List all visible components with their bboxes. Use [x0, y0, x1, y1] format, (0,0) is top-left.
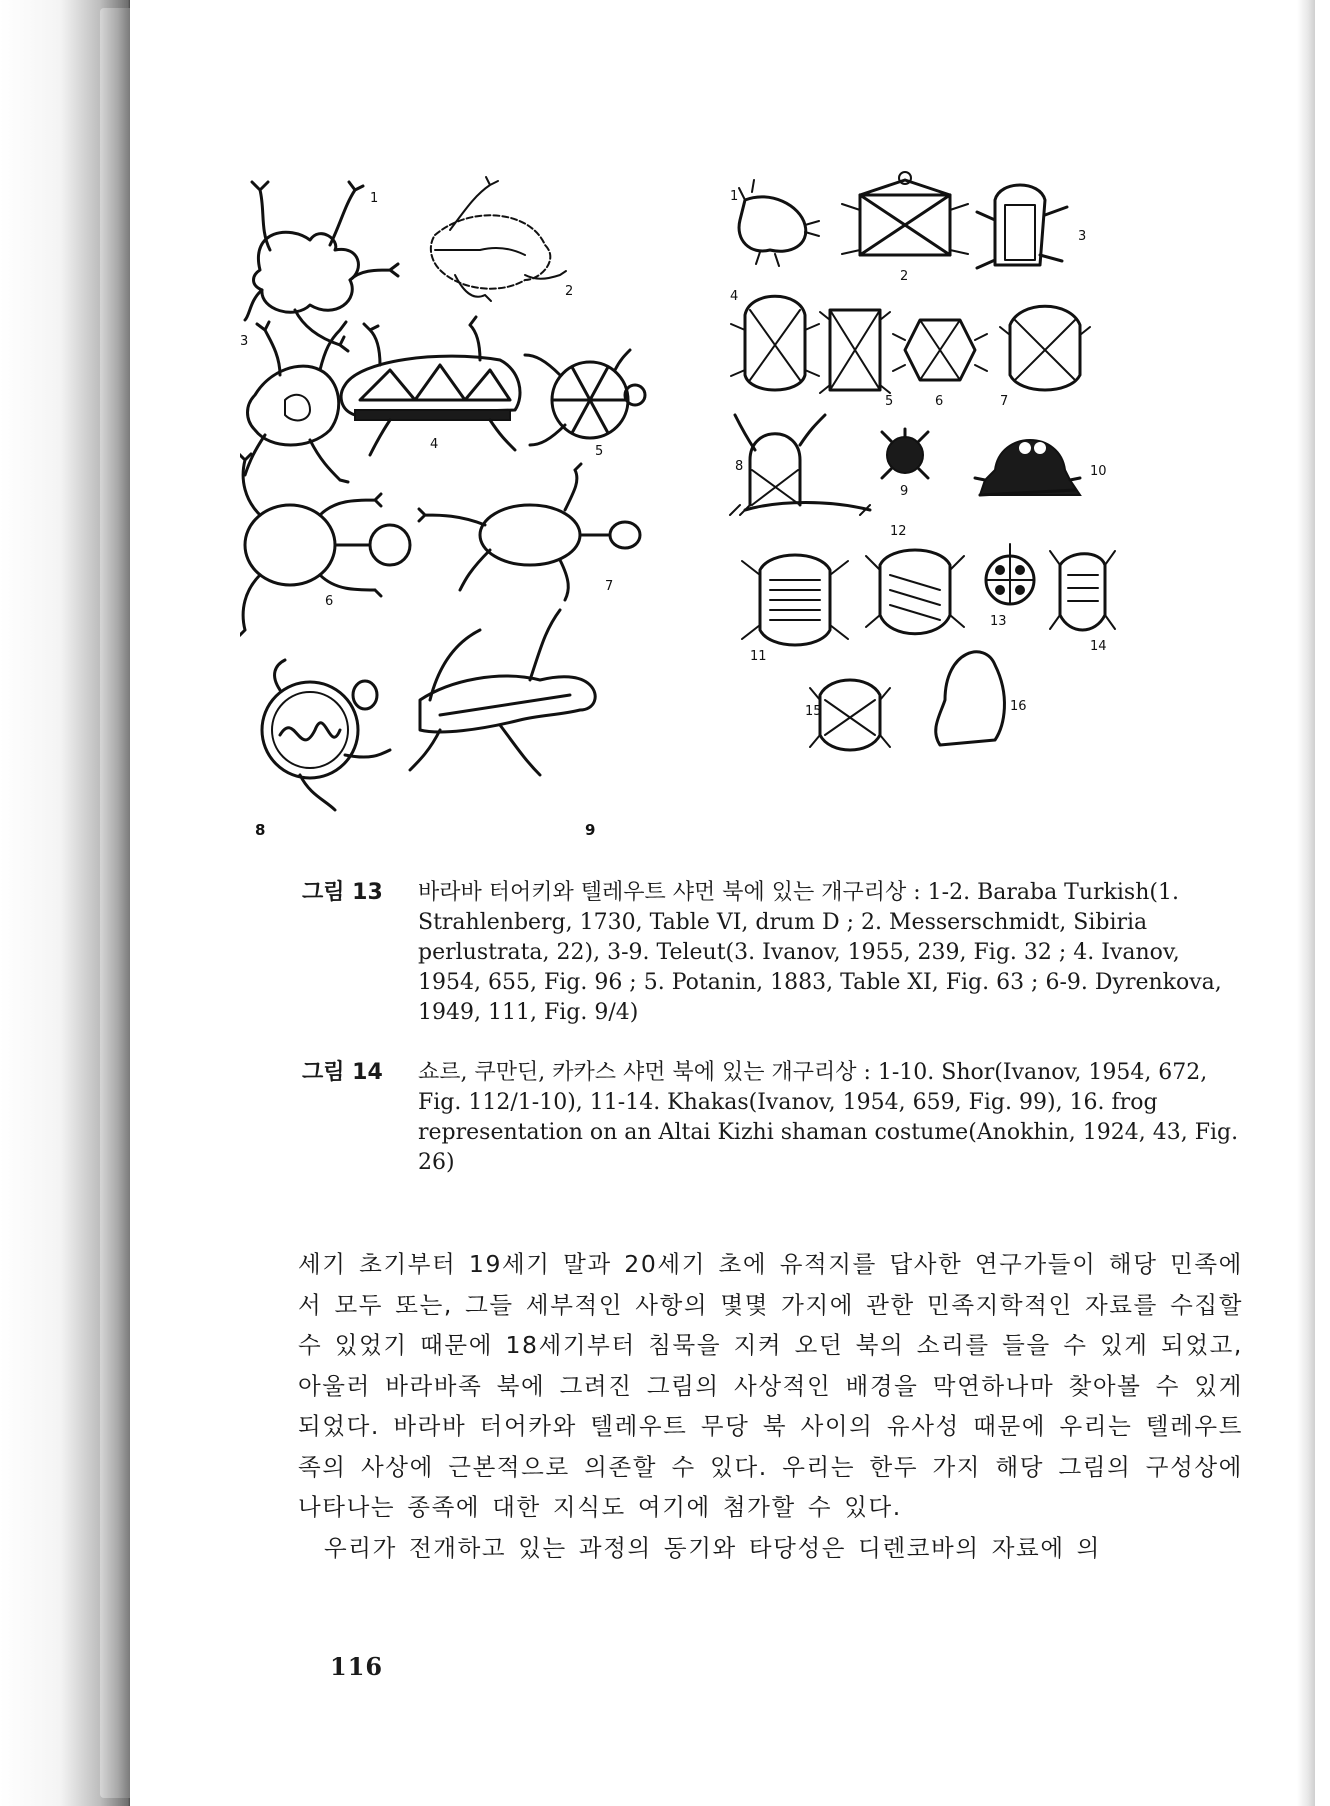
- fig14-num-7: 7: [1000, 394, 1009, 409]
- fig13-num-5: 5: [595, 444, 604, 459]
- fig14-frog-2: [842, 172, 968, 255]
- fig13-num-7: 7: [605, 579, 614, 594]
- fig13-frog-3: [245, 322, 348, 482]
- page-stack-edge: [100, 8, 130, 1798]
- fig14-num-1: 1: [730, 189, 739, 204]
- page-edge-shadow: [1297, 0, 1315, 1806]
- fig14-frog-1: [739, 180, 819, 266]
- fig14-frog-4: [731, 296, 819, 390]
- frog-figure-plate: [240, 170, 1280, 860]
- fig13-frog-5: [525, 350, 645, 445]
- fig14-frog-3: [977, 185, 1067, 268]
- page-number: 116: [330, 1652, 384, 1681]
- fig13-num-2: 2: [565, 284, 574, 299]
- fig14-num-12: 12: [890, 524, 907, 539]
- fig14-frog-12: [866, 550, 964, 634]
- fig13-frog-8: [262, 660, 390, 810]
- figure-13-label: 그림 13: [302, 880, 383, 905]
- fig14-frog-11: [742, 555, 848, 645]
- fig14-num-4: 4: [730, 289, 739, 304]
- fig13-num-8: 8: [255, 821, 266, 839]
- figure-13-caption: [302, 878, 1242, 1028]
- fig14-frog-9: [882, 429, 928, 478]
- figure-13-caption-text: 바라바 터어키와 텔레우트 샤먼 북에 있는 개구리상 : 1-2. Baraba Turkish(1. Strahlenberg, 1730, Table VI, drum D ; 2. Messerschmidt, Sibiria perlustrata, 22), 3-9. Teleut(3. Ivanov, 1955, 239, Fig. 32 ; 4. Ivanov, 1954, 655, Fig. 96 ; 5. Potanin, 1883, Table XI, Fig. 63 ; 6-9. Dyrenkova, 1949, 111, Fig. 9/4): [418, 880, 1222, 1025]
- fig13-frog-9: [410, 610, 595, 775]
- fig14-num-10: 10: [1090, 464, 1107, 479]
- fig14-num-15: 15: [805, 704, 822, 719]
- fig13-frog-4: [341, 317, 520, 455]
- fig14-num-2: 2: [900, 269, 909, 284]
- fig14-frog-15: [810, 680, 890, 750]
- fig14-frog-6: [893, 320, 987, 380]
- fig14-num-6: 6: [935, 394, 944, 409]
- fig14-frog-7: [1000, 306, 1090, 390]
- fig14-frog-8: [730, 415, 870, 515]
- fig14-frog-13: [986, 544, 1034, 604]
- fig14-frog-10: [975, 440, 1080, 495]
- fig14-num-13: 13: [990, 614, 1007, 629]
- fig13-num-9: 9: [585, 821, 596, 839]
- fig14-num-5: 5: [885, 394, 894, 409]
- fig14-frog-5: [820, 310, 890, 393]
- fig14-num-11: 11: [750, 649, 767, 664]
- figure-14-label: 그림 14: [302, 1060, 383, 1085]
- fig14-num-8: 8: [735, 459, 744, 474]
- fig14-num-9: 9: [900, 484, 909, 499]
- fig13-num-6: 6: [325, 594, 334, 609]
- frog-drawings: [240, 170, 1280, 860]
- body-text: [298, 1244, 1243, 1568]
- fig13-num-1: 1: [370, 191, 379, 206]
- fig14-num-3: 3: [1078, 229, 1087, 244]
- fig13-frog-2: [431, 177, 566, 301]
- fig14-num-14: 14: [1090, 639, 1107, 654]
- body-paragraph-2: 우리가 전개하고 있는 과정의 동기와 타당성은 디렌코바의 자료에 의: [324, 1533, 1101, 1562]
- fig14-frog-14: [1050, 551, 1115, 630]
- body-paragraph-1: 세기 초기부터 19세기 말과 20세기 초에 유적지를 답사한 연구가들이 해당 민족에서 모두 또는, 그들 세부적인 사항의 몇몇 가지에 관한 민족지학적인 자료를 수집할 수 있었기 때문에 18세기부터 침묵을 지켜 오던 북의 소리를 들을 수 있게 되었고, 아울러 바라바족 북에 그려진 그림의 사상적인 배경을 막연하나마 찾아볼 수 있게 되었다. 바라바 터어카와 텔레우트 무당 북 사이의 유사성 때문에 우리는 텔레우트족의 사상에 근본적으로 의존할 수 있다. 우리는 한두 가지 해당 그림의 구성상에 나타나는 종족에 대한 지식도 여기에 첨가할 수 있다.: [298, 1250, 1243, 1521]
- fig14-num-16: 16: [1010, 699, 1027, 714]
- figure-14-caption: [302, 1058, 1242, 1178]
- fig13-num-3: 3: [240, 334, 249, 349]
- figure-14-caption-text: 쇼르, 쿠만딘, 카카스 샤먼 북에 있는 개구리상 : 1-10. Shor(Ivanov, 1954, 672, Fig. 112/1-10), 11-14. Khakas(Ivanov, 1954, 659, Fig. 99), 16. frog representation on an Altai Kizhi shaman costume(Anokhin, 1924, 43, Fig. 26): [418, 1060, 1239, 1175]
- fig14-frog-16: [936, 652, 1005, 745]
- fig13-num-4: 4: [430, 437, 439, 452]
